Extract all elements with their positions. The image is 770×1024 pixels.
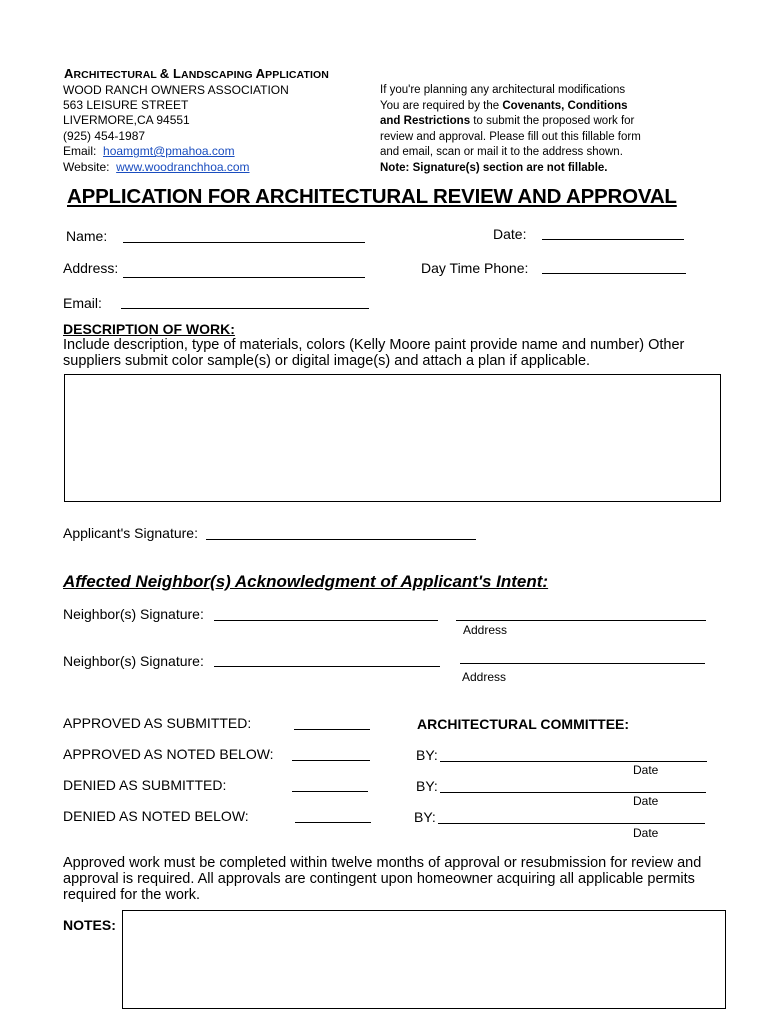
page-title: APPLICATION FOR ARCHITECTURAL REVIEW AND APPROVAL (67, 185, 677, 208)
address-label: Address: (63, 260, 119, 276)
website-label: Website: (63, 160, 110, 174)
org-street: 563 LEISURE STREET (63, 98, 189, 112)
neighbor-address-line-1[interactable] (456, 620, 706, 621)
address-field[interactable] (123, 277, 365, 278)
notes-textarea[interactable] (122, 910, 726, 1009)
daytime-phone-field[interactable] (542, 273, 686, 274)
notes-label: NOTES: (63, 917, 116, 933)
committee-by-line-1[interactable] (440, 761, 707, 762)
neighbor-address-line-2[interactable] (460, 663, 705, 664)
denied-as-submitted-label: DENIED AS SUBMITTED: (63, 777, 227, 793)
neighbor-address-caption-2: Address (462, 670, 507, 684)
intro-line-3: and Restrictions to submit the proposed work for (380, 115, 635, 127)
neighbor-signature-label-1: Neighbor(s) Signature: (63, 606, 204, 622)
applicant-signature-line[interactable] (206, 539, 476, 540)
applicant-signature-label: Applicant's Signature: (63, 525, 198, 541)
approved-as-submitted-label: APPROVED AS SUBMITTED: (63, 715, 252, 731)
denied-as-noted-line[interactable] (295, 822, 371, 823)
date-caption-2: Date (633, 794, 659, 808)
committee-by-line-3[interactable] (438, 823, 705, 824)
approved-as-noted-label: APPROVED AS NOTED BELOW: (63, 746, 274, 762)
committee-by-label-2: BY: (416, 778, 438, 794)
description-heading: DESCRIPTION OF WORK: (63, 321, 235, 337)
neighbor-signature-label-2: Neighbor(s) Signature: (63, 653, 204, 669)
committee-by-label-1: BY: (416, 747, 438, 763)
name-label: Name: (66, 228, 108, 244)
intro-line-4: review and approval. Please fill out this fillable form (380, 130, 641, 143)
intro-note: Note: Signature(s) section are not fillable. (380, 161, 608, 174)
org-website-row (63, 160, 250, 176)
website-link[interactable]: www.woodranchhoa.com (116, 160, 250, 174)
committee-heading: ARCHITECTURAL COMMITTEE: (417, 716, 630, 732)
form-subtitle-part: PPLICATION (265, 69, 329, 81)
description-instructions: Include description, type of materials, colors (Kelly Moore paint provide name and number) Other suppliers submit color sample(s) or digital image(s) and attach a plan if applicable. (63, 337, 685, 369)
intro-line-2: You are required by the Covenants, Conditions (380, 99, 628, 112)
email-field[interactable] (121, 308, 369, 309)
name-field[interactable] (123, 242, 365, 243)
form-subtitle-part: A (255, 66, 266, 81)
org-phone: (925) 454-1987 (63, 129, 146, 143)
form-subtitle (64, 66, 329, 81)
approval-terms: Approved work must be completed within twelve months of approval or resubmission for review and approval is required. All approvals are contingent upon homeowner acquiring all applicable permits required for the work. (63, 855, 702, 903)
org-name: WOOD RANCH OWNERS ASSOCIATION (63, 83, 289, 97)
approved-as-noted-line[interactable] (292, 760, 370, 761)
form-subtitle-part: ANDSCAPING (181, 69, 256, 81)
description-textarea[interactable] (64, 374, 721, 502)
neighbor-address-caption-1: Address (463, 623, 508, 637)
email-label: Email: (63, 144, 97, 158)
committee-by-line-2[interactable] (440, 792, 706, 793)
date-caption-1: Date (633, 763, 659, 777)
form-subtitle-part: RCHITECTURAL (73, 69, 160, 81)
date-caption-3: Date (633, 826, 659, 840)
daytime-phone-label: Day Time Phone: (421, 260, 529, 276)
date-field[interactable] (542, 239, 684, 240)
committee-by-label-3: BY: (414, 809, 436, 825)
intro-text (380, 83, 641, 176)
intro-line-1: If you're planning any architectural modifications (380, 84, 626, 96)
org-city: LIVERMORE,CA 94551 (63, 113, 190, 127)
form-subtitle-part: & L (159, 66, 182, 81)
neighbor-signature-line-1[interactable] (214, 620, 438, 621)
neighbor-signature-line-2[interactable] (214, 666, 440, 667)
approved-as-submitted-line[interactable] (294, 729, 370, 730)
form-subtitle-part: A (64, 66, 74, 81)
email-label: Email: (63, 295, 102, 311)
denied-as-noted-label: DENIED AS NOTED BELOW: (63, 808, 249, 824)
date-label: Date: (493, 226, 527, 242)
intro-line-5: and email, scan or mail it to the address shown. (380, 146, 623, 158)
denied-as-submitted-line[interactable] (292, 791, 368, 792)
neighbors-heading: Affected Neighbor(s) Acknowledgment of Applicant's Intent: (63, 572, 549, 591)
org-email-row (63, 144, 235, 160)
email-link[interactable]: hoamgmt@pmahoa.com (103, 144, 235, 158)
